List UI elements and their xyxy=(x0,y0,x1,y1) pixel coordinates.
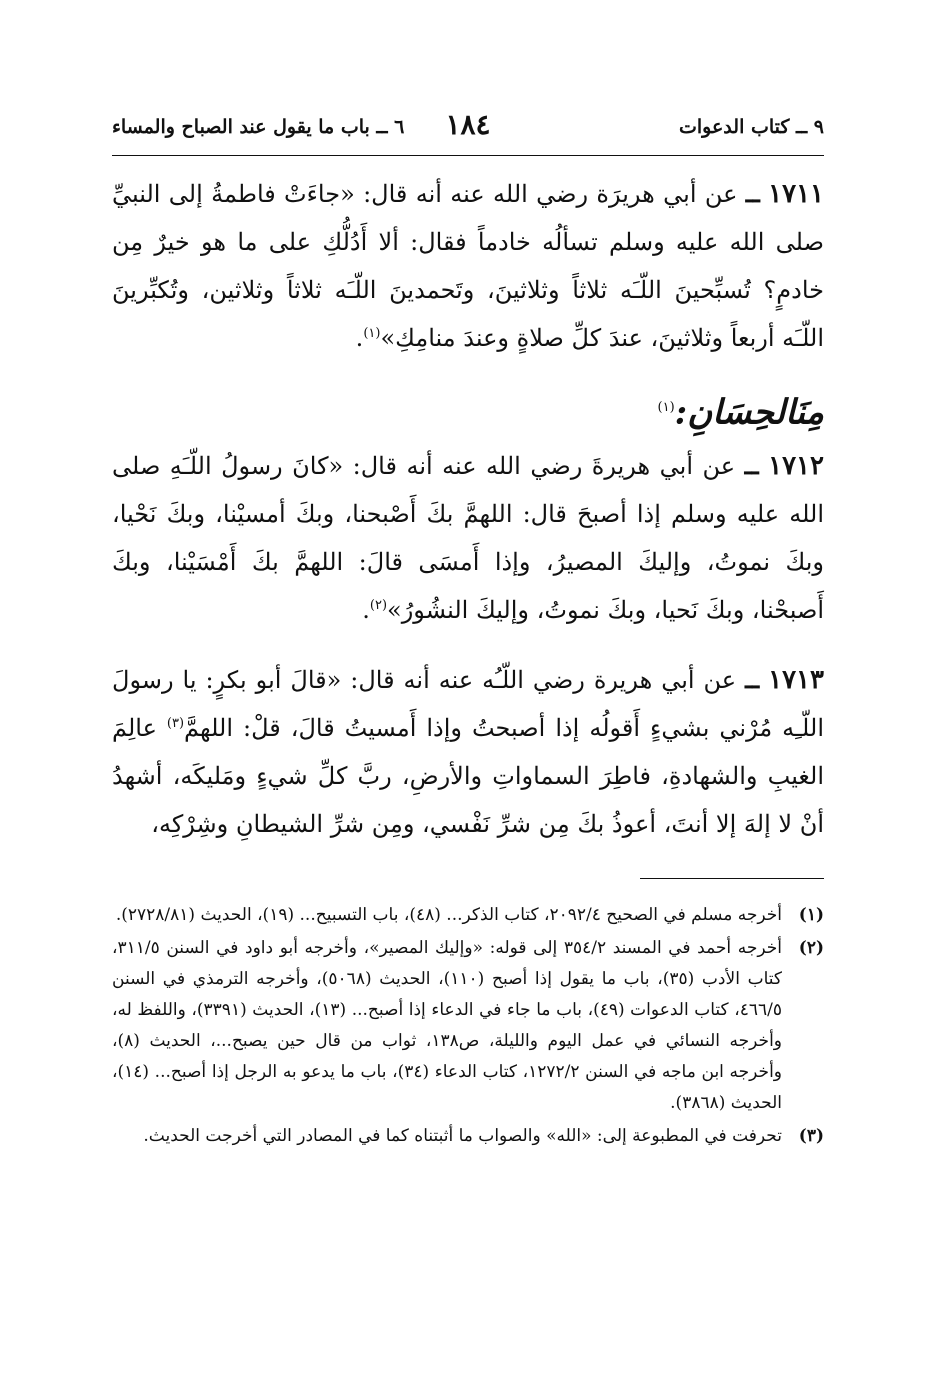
footnote-1 xyxy=(112,900,824,931)
section-heading xyxy=(112,384,824,436)
hadith-text-continued: عالِمَ الغيبِ والشهادةِ، فاطِرَ السماواتِ والأرضِ، ربَّ كلِّ شيءٍ ومَليكَه، أشهدُ أنْ لا إلهَ إلا أنتَ، أعوذُ بكَ مِن شرِّ نَفْسي، ومِن شرِّ الشيطانِ وشِرْكِه، xyxy=(112,714,824,839)
hadith-1712 xyxy=(112,442,824,634)
section-heading-text: مِنَالحِسَانِ: xyxy=(674,392,824,433)
footnote-number: (٣) xyxy=(798,1126,824,1146)
paragraph-gap xyxy=(112,634,824,656)
chapter-title: ٩ ــ كتاب الدعوات xyxy=(678,116,824,138)
hadith-dash: ــ xyxy=(745,665,760,695)
footnotes xyxy=(112,900,824,1154)
header-divider xyxy=(112,155,824,156)
hadith-1713 xyxy=(112,656,824,848)
footnote-ref: (١) xyxy=(657,400,675,415)
hadith-text: عن أبي هريرة رضي اللّـُه عنه أنه قال: «قالَ أبو بكرٍ: يا رسولَ اللّـِه مُرْني بشيءٍ أَقولُه إذا أصبحتُ وإذا أَمسيتُ قالَ، قلْ: اللهمَّ xyxy=(112,666,824,743)
footnote-3 xyxy=(112,1121,824,1152)
footnote-number: (١) xyxy=(798,905,824,925)
running-header xyxy=(112,108,824,152)
hadith-1711 xyxy=(112,170,824,362)
hadith-end: . xyxy=(362,596,370,625)
hadith-number: ١٧١٢ xyxy=(768,451,824,482)
hadith-dash: ــ xyxy=(744,451,759,481)
page-number: ١٨٤ xyxy=(445,108,491,141)
footnote-ref: (٣) xyxy=(166,716,185,732)
footnote-2 xyxy=(112,933,824,1119)
footnote-divider xyxy=(640,878,824,879)
footnote-text: أخرجه أحمد في المسند ٣٥٤/٢ إلى قوله: «وإليك المصير»، وأخرجه أبو داود في السنن ٣١١/٥، كتاب الأدب (٣٥)، باب ما يقول إذا أصبح (١١٠)، الحديث (٥٠٦٨)، وأخرجه الترمذي في السنن ٤٦٦/٥، كتاب الدعوات (٤٩)، باب ما جاء في الدعاء إذا أصبح... (١٣)، الحديث (٣٣٩١)، واللفظ له، وأخرجه النسائي في عمل اليوم والليلة، ص١٣٨، ثواب من قال حين يصبح...، الحديث (٨)، وأخرجه ابن ماجه في السنن ١٢٧٢/٢، كتاب الدعاء (٣٤)، باب ما يدعو به الرجل إذا أصبح... (١٤)، الحديث (٣٨٦٨). xyxy=(112,938,782,1113)
main-text xyxy=(112,170,824,848)
hadith-text: عن أبي هريرةَ رضي الله عنه أنه قال: «كانَ رسولُ اللّـَهِ صلى الله عليه وسلم إذا أصبحَ قال: اللهمَّ بكَ أَصْبحنا، وبكَ أمسيْنا، وبكَ نَحْيا، وبكَ نموتُ، وإليكَ المصيرُ، وإذا أَمسَى قالَ: اللهمَّ بكَ أَمْسَيْنا، وبكَ أَصبحْنا، وبكَ نَحيا، وبكَ نموتُ، وإليكَ النشُورُ» xyxy=(112,452,824,625)
hadith-text: عن أبي هريرَة رضي الله عنه أنه قال: «جاءَتْ فاطمةُ إلى النبيِّ صلى الله عليه وسلم تسألُه خادماً فقال: ألا أَدُلُّكِ على ما هو خيرٌ مِن خادمٍ؟ تُسبِّحينَ اللّـَه ثلاثاً وثلاثينَ، وتَحمدينَ اللّـَه ثلاثاً وثلاثين، وتُكبِّرينَ اللّـَه أربعاً وثلاثينَ، عندَ كلِّ صلاةٍ وعندَ منامِكِ» xyxy=(112,180,824,352)
section-title: ٦ ــ باب ما يقول عند الصباح والمساء xyxy=(112,116,405,138)
hadith-number: ١٧١١ xyxy=(768,179,824,209)
hadith-number: ١٧١٣ xyxy=(768,665,824,696)
hadith-dash: ــ xyxy=(745,179,760,208)
footnote-text: تحرفت في المطبوعة إلى: «الله» والصواب ما أثبتناه كما في المصادر التي أخرجت الحديث. xyxy=(143,1126,782,1146)
footnote-ref: (١) xyxy=(363,326,381,341)
footnote-text: أخرجه مسلم في الصحيح ٢٠٩٢/٤، كتاب الذكر... (٤٨)، باب التسبيح... (١٩)، الحديث (٢٧٢٨/٨١). xyxy=(115,905,782,925)
hadith-end: . xyxy=(355,324,364,352)
footnote-ref: (٢) xyxy=(369,598,388,614)
footnote-number: (٢) xyxy=(798,938,824,958)
